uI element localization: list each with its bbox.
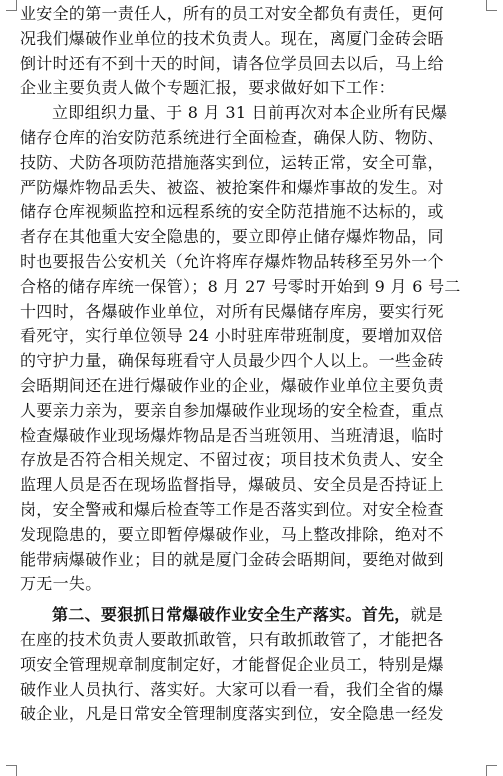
- text-line: 业安全的第一责任人，所有的员工对安全都负有责任，更何: [20, 4, 444, 23]
- text-line: 监理人员是否在现场监督指导，爆破员、安全员是否持证上: [20, 475, 444, 495]
- text-line: 存放是否符合相关规定、不留过夜；项目技术负责人、安全: [20, 450, 444, 470]
- crop-mark-bottom-left: [6, 765, 17, 776]
- section-heading: 第二、要狠抓日常爆破作业安全生产落实。首先，: [52, 605, 411, 625]
- text-line: 能带病爆破作业；目的就是厦门金砖会晤期间，要绝对做到: [20, 549, 444, 569]
- text-line: 看死守，实行单位领导 24 小时驻库带班制度，要增加双倍: [20, 326, 443, 346]
- text-line: 发现隐患的，要立即暂停爆破作业，马上整改排除，绝对不: [20, 524, 444, 544]
- text-line: 倒计时还有不到十天的时间，请各位学员回去以后，马上给: [20, 53, 444, 73]
- text-line: 的守护力量，确保每班看守人员最少四个人以上。一些金砖: [20, 351, 444, 371]
- heading-tail-text: 就是: [410, 605, 444, 625]
- text-line: 储存仓库的治安防范系统进行全面检查，确保人防、物防、: [20, 127, 444, 147]
- text-line: 万无一失。: [20, 574, 102, 594]
- text-line: 岗，安全警戒和爆后检查等工作是否落实到位。对安全检查: [20, 499, 444, 519]
- text-line: 在座的技术负责人要敢抓敢管，只有敢抓敢管了，才能把各: [20, 629, 444, 649]
- text-line: 人要亲力亲为，要亲自参加爆破作业现场的安全检查，重点: [20, 400, 444, 420]
- text-line: 破作业人员执行、落实好。大家可以看一看，我们全省的爆: [20, 679, 444, 699]
- text-line: 者存在其他重大安全隐患的，要立即停止储存爆炸物品，同: [20, 227, 444, 247]
- text-line: 会晤期间还在进行爆破作业的企业，爆破作业单位主要负责: [20, 375, 444, 395]
- document-body: [20, 2, 490, 727]
- text-line: 时也要报告公安机关（允许将库存爆炸物品转移至另外一个: [20, 251, 444, 271]
- text-line: 项安全管理规章制度制定好，才能督促企业员工，特别是爆: [20, 654, 444, 674]
- text-line: 况我们爆破作业单位的技术负责人。现在，离厦门金砖会晤: [20, 28, 444, 48]
- text-line: 立即组织力量、于 8 月 31 日前再次对本企业所有民爆: [52, 103, 448, 123]
- text-line: 技防、犬防各项防范措施落实到位，运转正常，安全可靠，: [20, 152, 444, 172]
- text-line: 储存仓库视频监控和远程系统的安全防范措施不达标的，或: [20, 202, 444, 222]
- text-line: 企业主要负责人做个专题汇报，要求做好如下工作：: [20, 78, 395, 98]
- text-line: 合格的储存库统一保管）；8 月 27 号零时开始到 9 月 6 号二: [20, 276, 461, 296]
- section-heading-line: [20, 603, 490, 628]
- text-line: 破企业，凡是日常安全管理制度落实到位，安全隐患一经发: [20, 704, 444, 724]
- crop-mark-top-left: [6, 0, 17, 11]
- crop-mark-bottom-right: [486, 765, 497, 776]
- text-line: 十四时，各爆破作业单位，对所有民爆储存库房，要实行死: [20, 301, 444, 321]
- text-line: 严防爆炸物品丢失、被盗、被抢案件和爆炸事故的发生。对: [20, 177, 444, 197]
- text-line: 检查爆破作业现场爆炸物品是否当班领用、当班清退，临时: [20, 425, 444, 445]
